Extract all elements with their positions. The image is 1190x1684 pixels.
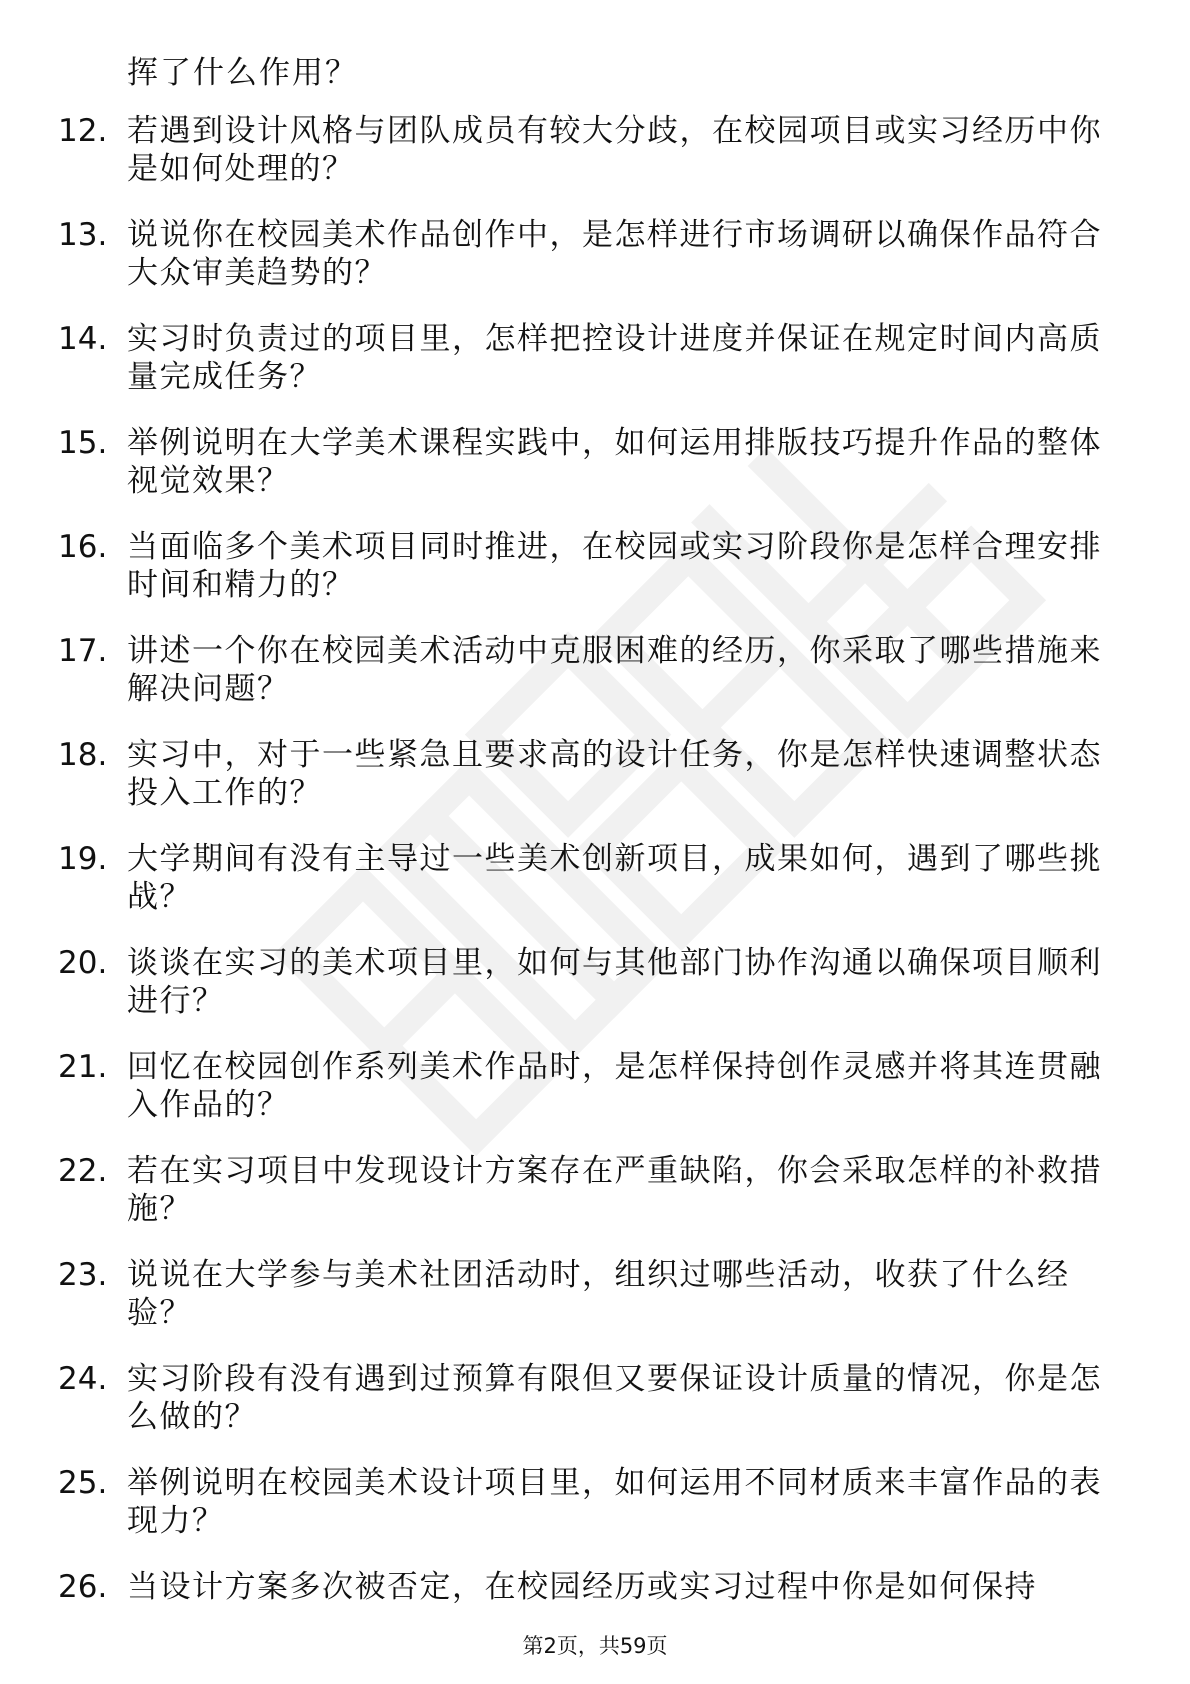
list-item [0,1464,1190,1568]
question-number: 12. [58,113,108,149]
question-number: 21. [58,1049,108,1085]
list-item [0,1152,1190,1256]
question-number: 19. [58,841,108,877]
question-number: 24. [58,1361,108,1397]
question-text: 谈谈在实习的美术项目里，如何与其他部门协作沟通以确保项目顺利进行？ [127,945,1102,1019]
question-number: 13. [58,217,108,253]
question-number: 17. [58,633,108,669]
question-list [0,112,1190,1672]
list-item [0,944,1190,1048]
list-item [0,840,1190,944]
list-item [0,1256,1190,1360]
question-text: 实习中，对于一些紧急且要求高的设计任务，你是怎样快速调整状态投入工作的？ [127,737,1102,811]
list-item [0,1360,1190,1464]
question-text: 当面临多个美术项目同时推进，在校园或实习阶段你是怎样合理安排时间和精力的？ [127,529,1102,603]
list-item [0,736,1190,840]
list-item [0,528,1190,632]
question-number: 18. [58,737,108,773]
question-number: 14. [58,321,108,357]
list-item [0,424,1190,528]
question-text: 讲述一个你在校园美术活动中克服困难的经历，你采取了哪些措施来解决问题？ [127,633,1102,707]
list-item [0,632,1190,736]
question-number: 22. [58,1153,108,1189]
question-text: 举例说明在校园美术设计项目里，如何运用不同材质来丰富作品的表现力？ [127,1465,1102,1539]
question-text: 实习阶段有没有遇到过预算有限但又要保证设计质量的情况，你是怎么做的？ [127,1361,1102,1435]
question-number: 23. [58,1257,108,1293]
list-item [0,1048,1190,1152]
question-number: 16. [58,529,108,565]
question-text: 若遇到设计风格与团队成员有较大分歧，在校园项目或实习经历中你是如何处理的？ [127,113,1102,187]
question-text: 若在实习项目中发现设计方案存在严重缺陷，你会采取怎样的补救措施？ [127,1153,1102,1227]
question-number: 20. [58,945,108,981]
list-item [0,320,1190,424]
question-text: 说说在大学参与美术社团活动时，组织过哪些活动，收获了什么经验？ [127,1257,1070,1331]
question-text: 说说你在校园美术作品创作中，是怎样进行市场调研以确保作品符合大众审美趋势的？ [127,217,1102,291]
question-text: 回忆在校园创作系列美术作品时，是怎样保持创作灵感并将其连贯融入作品的？ [127,1049,1102,1123]
question-text: 当设计方案多次被否定，在校园经历或实习过程中你是如何保持 [127,1569,1037,1605]
continuation-line: 挥了什么作用？ [127,55,358,91]
question-number: 26. [58,1569,108,1605]
list-item [0,112,1190,216]
question-text: 大学期间有没有主导过一些美术创新项目，成果如何，遇到了哪些挑战？ [127,841,1102,915]
question-text: 举例说明在大学美术课程实践中，如何运用排版技巧提升作品的整体视觉效果？ [127,425,1102,499]
question-number: 15. [58,425,108,461]
page-footer: 第2页，共59页 [522,1634,668,1658]
question-number: 25. [58,1465,108,1501]
list-item [0,216,1190,320]
question-text: 实习时负责过的项目里，怎样把控设计进度并保证在规定时间内高质量完成任务？ [127,321,1102,395]
